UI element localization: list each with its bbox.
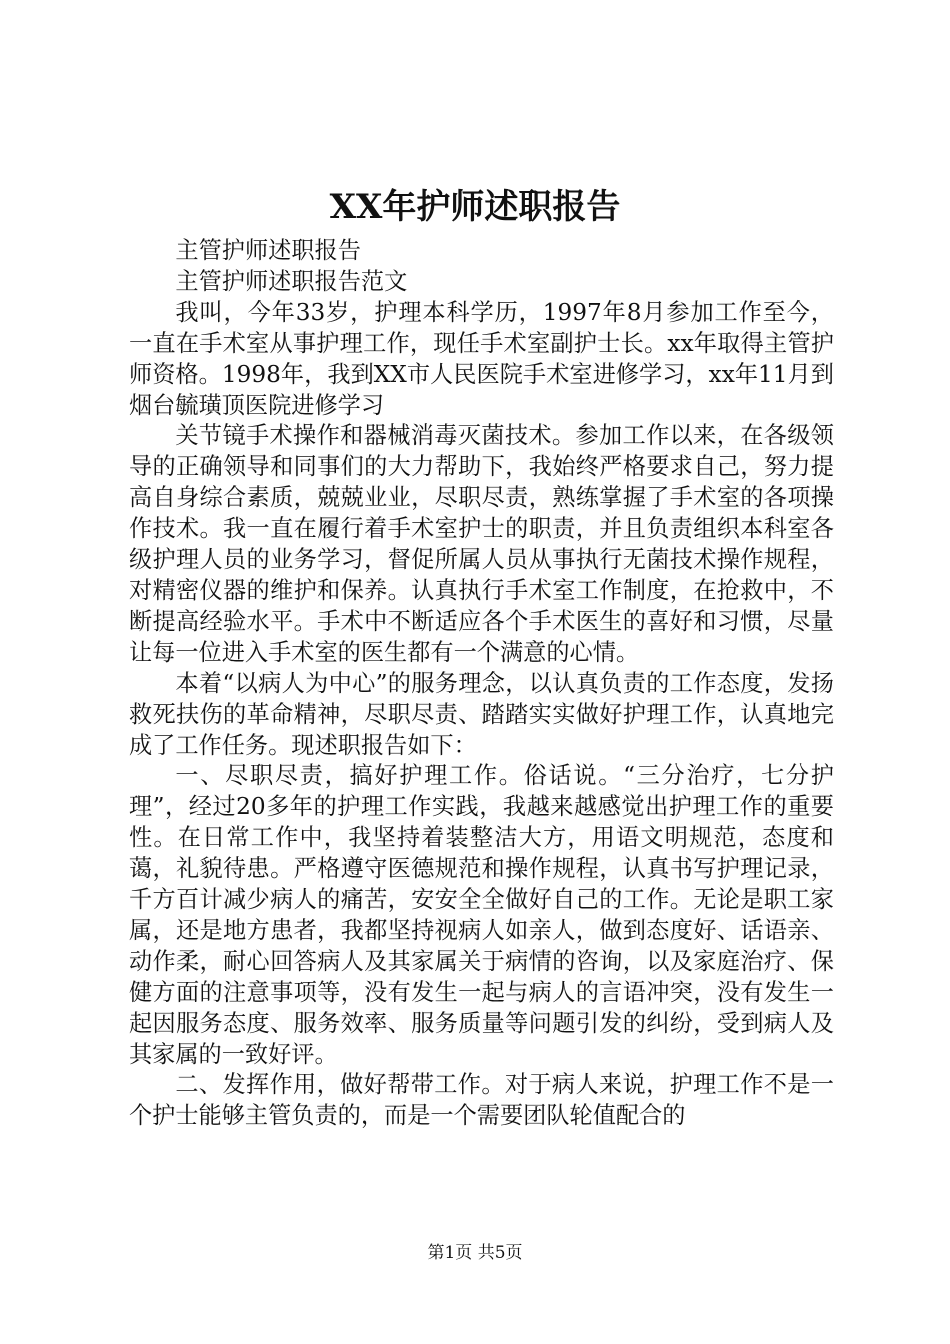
paragraph-subtitle: 主管护师述职报告 xyxy=(175,237,361,264)
paragraph-service-concept: 本着“以病人为中心”的服务理念，以认真负责的工作态度，发扬救死扶伤的革命精神，尽职尽责、踏踏实实做好护理工作，认真地完成了工作任务。现述职报告如下： xyxy=(129,669,834,759)
document-body xyxy=(129,236,834,1132)
document-title: XX年护师述职报告 xyxy=(329,187,621,227)
paragraph-section-two: 二、发挥作用，做好帮带工作。对于病人来说，护理工作不是一个护士能够主管负责的，而是一个需要团队轮值配合的 xyxy=(129,1071,834,1130)
paragraph-skills: 关节镜手术操作和器械消毒灭菌技术。参加工作以来，在各级领导的正确领导和同事们的大力帮助下，我始终严格要求自己，努力提高自身综合素质，兢兢业业，尽职尽责，熟练掌握了手术室的各项操作技术。我一直在履行着手术室护士的职责，并且负责组织本科室各级护理人员的业务学习，督促所属人员从事执行无菌技术操作规程，对精密仪器的维护和保养。认真执行手术室工作制度，在抢救中，不断提高经验水平。手术中不断适应各个手术医生的喜好和习惯，尽量让每一位进入手术室的医生都有一个满意的心情。 xyxy=(129,422,834,666)
paragraph-intro: 我叫，今年33岁，护理本科学历，1997年8月参加工作至今，一直在手术室从事护理工作，现任手术室副护士长。xx年取得主管护师资格。1998年，我到XX市人民医院手术室进修学习，xx年11月到烟台毓璜顶医院进修学习 xyxy=(129,298,834,419)
paragraph-section-one: 一、尽职尽责，搞好护理工作。俗话说。“三分治疗，七分护理”，经过20多年的护理工作实践，我越来越感觉出护理工作的重要性。在日常工作中，我坚持着装整洁大方，用语文明规范，态度和蔼，礼貌待患。严格遵守医德规范和操作规程，认真书写护理记录，千方百计减少病人的痛苦，安安全全做好自己的工作。无论是职工家属，还是地方患者，我都坚持视病人如亲人，做到态度好、话语亲、动作柔，耐心回答病人及其家属关于病情的咨询，以及家庭治疗、保健方面的注意事项等，没有发生一起与病人的言语冲突，没有发生一起因服务态度、服务效率、服务质量等问题引发的纠纷，受到病人及其家属的一致好评。 xyxy=(129,762,834,1068)
page-footer: 第1页 共5页 xyxy=(427,1243,523,1263)
paragraph-subtitle-sample: 主管护师述职报告范文 xyxy=(175,267,408,295)
